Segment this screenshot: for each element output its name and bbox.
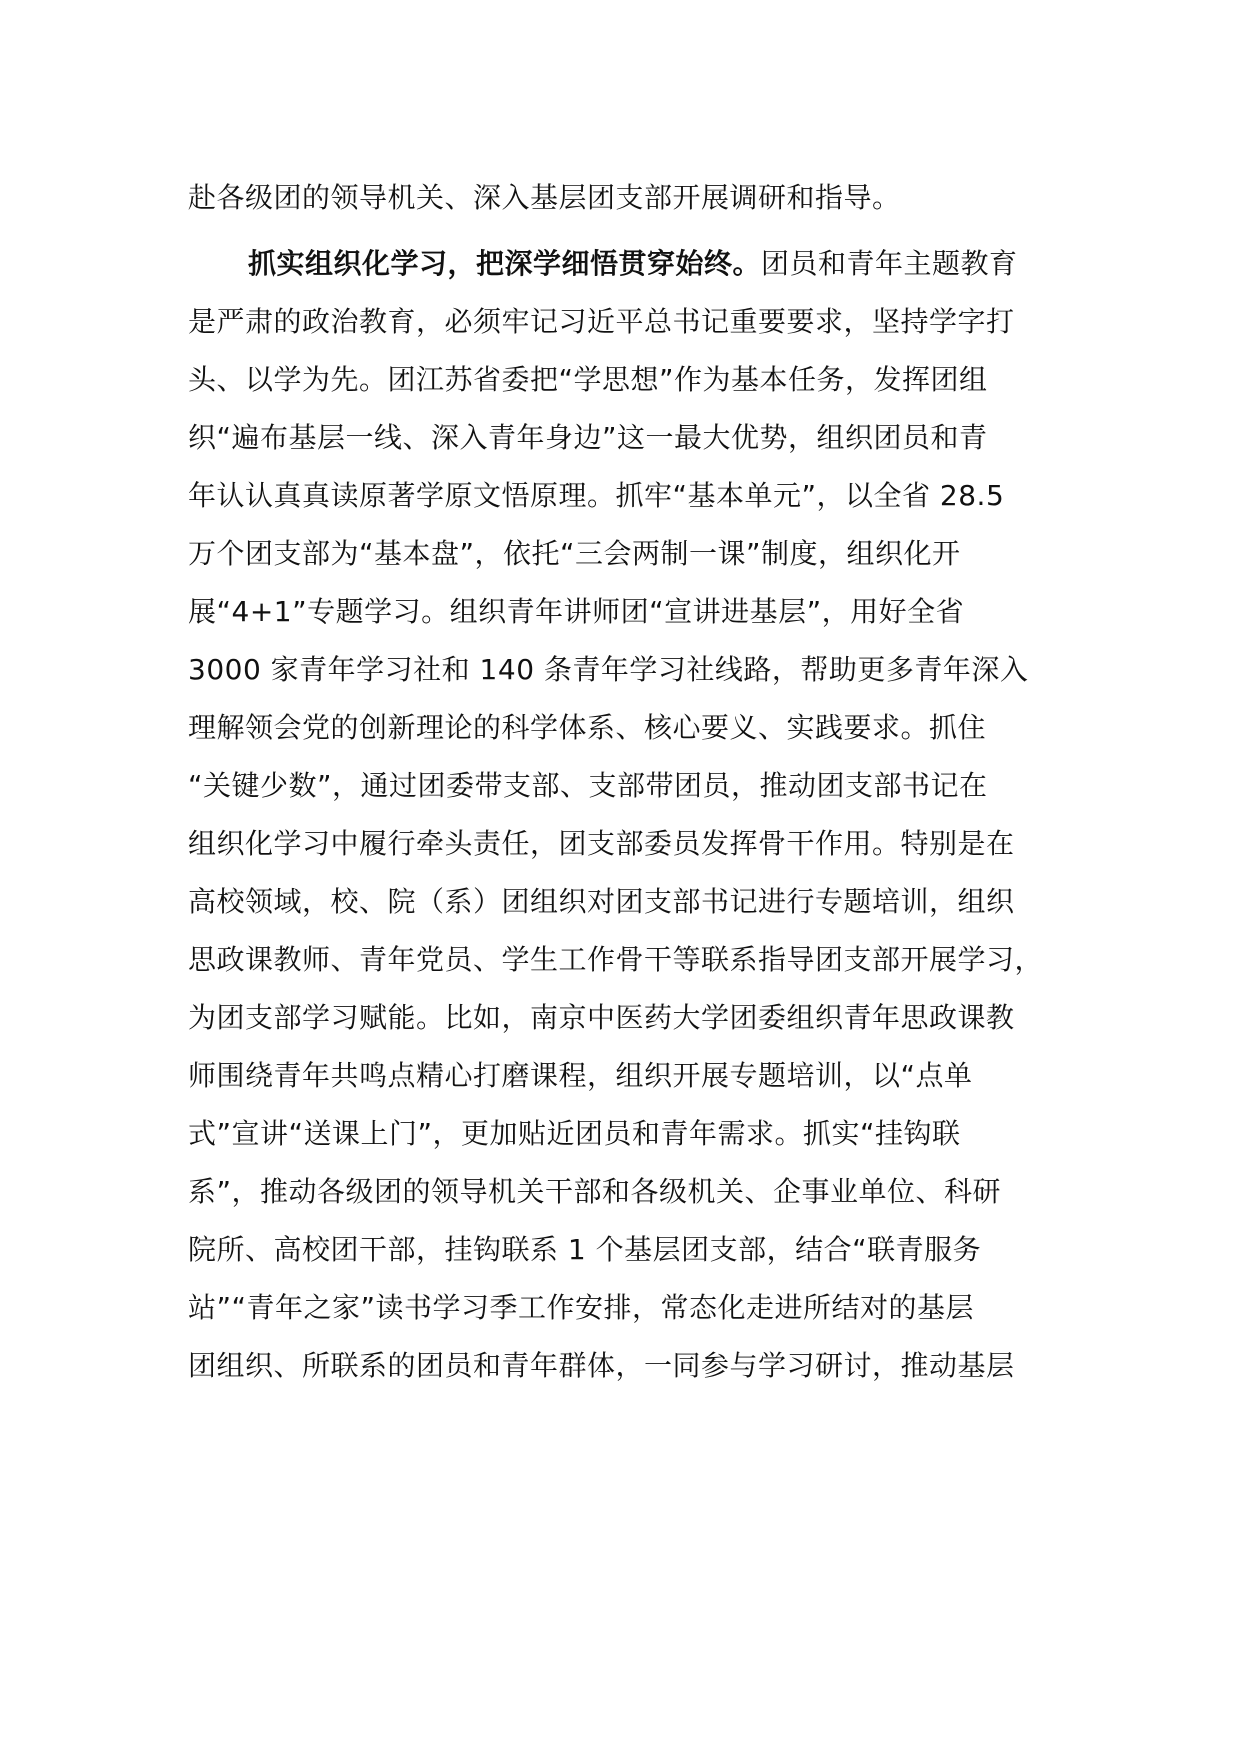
paragraph-line xyxy=(188,1288,974,1328)
line-text: 为团支部学习赋能。比如，南京中医药大学团委组织青年思政课教 xyxy=(188,1001,1015,1034)
line-text: 思政课教师、青年党员、学生工作骨干等联系指导团支部开展学习， xyxy=(188,943,1044,976)
paragraph-line xyxy=(188,418,988,458)
line-text: 万个团支部为“基本盘”，依托“三会两制一课”制度，组织化开 xyxy=(188,537,961,570)
line-text: 年认认真真读原著学原文悟原理。抓牢“基本单元”，以全省 28.5 xyxy=(188,479,1005,512)
paragraph-line xyxy=(188,824,1015,864)
paragraph-line xyxy=(188,1346,1015,1386)
line-text: 赴各级团的领导机关、深入基层团支部开展调研和指导。 xyxy=(188,181,901,214)
line-text: 系”，推动各级团的领导机关干部和各级机关、企事业单位、科研 xyxy=(188,1175,1002,1208)
paragraph-line xyxy=(188,178,901,218)
paragraph-line xyxy=(188,940,1043,980)
line-text: 组织化学习中履行牵头责任，团支部委员发挥骨干作用。特别是在 xyxy=(188,827,1015,860)
paragraph-line xyxy=(188,708,986,748)
line-text: 站”“青年之家”读书学习季工作安排，常态化走进所结对的基层 xyxy=(188,1291,975,1324)
line-text: 展“4+1”专题学习。组织青年讲师团“宣讲进基层”，用好全省 xyxy=(188,595,965,628)
line-text: 团组织、所联系的团员和青年群体，一同参与学习研讨，推动基层 xyxy=(188,1349,1015,1382)
line-text: 院所、高校团干部，挂钩联系 1 个基层团支部，结合“联青服务 xyxy=(188,1233,982,1266)
paragraph-line xyxy=(188,1114,961,1154)
paragraph-line xyxy=(188,650,1028,690)
line-text: 头、以学为先。团江苏省委把“学思想”作为基本任务，发挥团组 xyxy=(188,363,988,396)
line-text: 高校领域，校、院（系）团组织对团支部书记进行专题培训，组织 xyxy=(188,885,1015,918)
line-text: “关键少数”，通过团委带支部、支部带团员，推动团支部书记在 xyxy=(188,769,988,802)
paragraph-line xyxy=(188,476,1004,516)
paragraph-line xyxy=(188,1056,973,1096)
line-text: 团员和青年主题教育 xyxy=(761,247,1018,280)
paragraph-line xyxy=(188,360,988,400)
paragraph-line xyxy=(188,302,1015,342)
line-text: 是严肃的政治教育，必须牢记习近平总书记重要要求，坚持学字打 xyxy=(188,305,1015,338)
line-text: 式”宣讲“送课上门”，更加贴近团员和青年需求。抓实“挂钩联 xyxy=(188,1117,961,1150)
paragraph-heading: 抓实组织化学习，把深学细悟贯穿始终。 xyxy=(248,247,762,280)
line-text: 师围绕青年共鸣点精心打磨课程，组织开展专题培训，以“点单 xyxy=(188,1059,973,1092)
paragraph-line xyxy=(188,592,964,632)
line-text: 3000 家青年学习社和 140 条青年学习社线路，帮助更多青年深入 xyxy=(188,653,1029,686)
paragraph-line xyxy=(248,244,1018,284)
paragraph-line xyxy=(188,1172,1001,1212)
paragraph-line xyxy=(188,534,961,574)
paragraph-line xyxy=(188,1230,981,1270)
paragraph-line xyxy=(188,998,1015,1038)
line-text: 理解领会党的创新理论的科学体系、核心要义、实践要求。抓住 xyxy=(188,711,987,744)
paragraph-line xyxy=(188,882,1015,922)
line-text: 织“遍布基层一线、深入青年身边”这一最大优势，组织团员和青 xyxy=(188,421,988,454)
paragraph-line xyxy=(188,766,988,806)
